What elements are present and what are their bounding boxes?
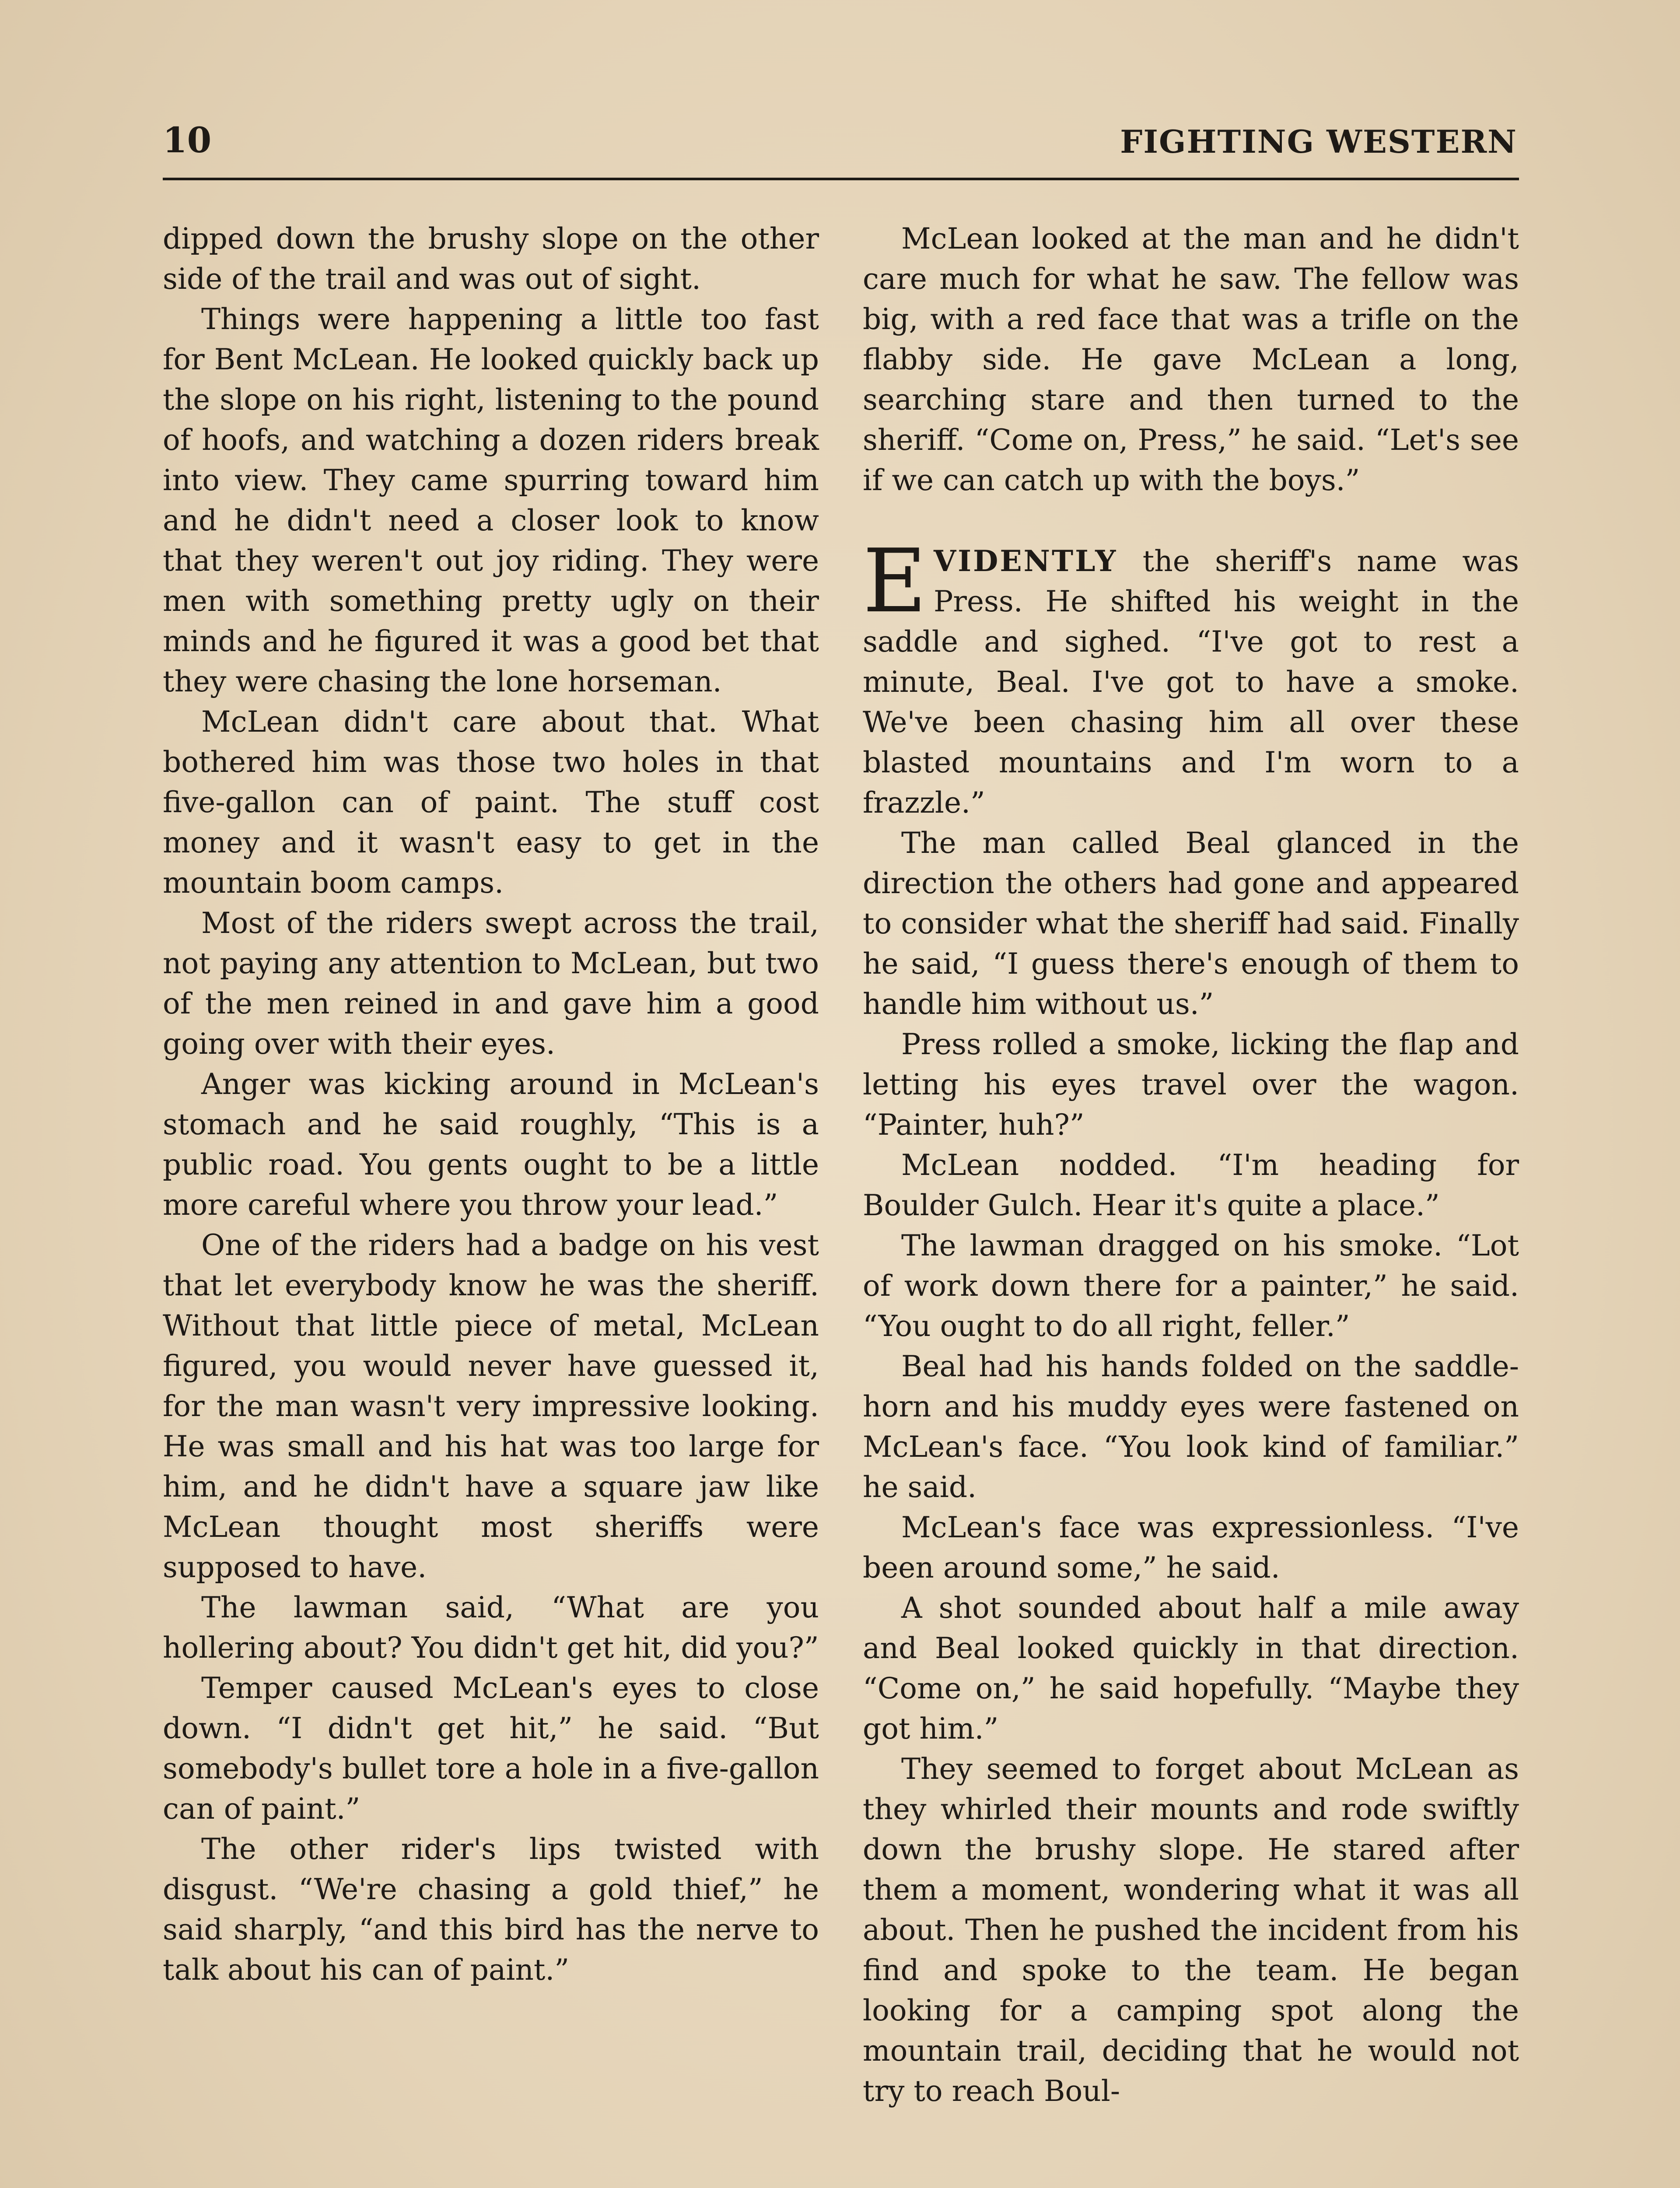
paragraph: Press rolled a smoke, licking the flap and letting his eyes travel over the wagon. “Painter, huh?” [863,1027,1519,1142]
paragraph: Temper caused McLean's eyes to close down. “I didn't get hit,” he said. “But somebody's bullet tore a hole in a five-gallon can of paint.” [163,1671,819,1826]
page-number: 10 [163,119,212,161]
section-lead-smallcaps: VIDENTLY [934,544,1118,578]
paragraph: They seemed to forget about McLean as they whirled their mounts and rode swiftly down the brushy slope. He stared after them a moment, wondering what it was all about. Then he pushed the incident from his find and spoke to the team. He began looking for a camping spot along the mountain trail, deciding that he would not try to reach Boul- [863,1752,1519,2108]
paragraph: A shot sounded about half a mile away and Beal looked quickly in that direction. “Come on,” he said hopefully. “Maybe they got him.” [863,1591,1519,1746]
right-column [863,219,1519,2111]
paragraph: The lawman said, “What are you hollering about? You didn't get hit, did you?” [163,1591,819,1665]
paragraph: McLean didn't care about that. What bothered him was those two holes in that five-gallon can of paint. The stuff cost money and it wasn't easy to get in the mountain boom camps. [163,705,819,900]
paragraph: The lawman dragged on his smoke. “Lot of work down there for a painter,” he said. “You ought to do all right, feller.” [863,1229,1519,1343]
left-column [163,219,819,1990]
paragraph: Most of the riders swept across the trail, not paying any attention to McLean, but two of the men reined in and gave him a good going over with their eyes. [163,906,819,1061]
paragraph: McLean's face was expressionless. “I've been around some,” he said. [863,1511,1519,1585]
paragraph: The man called Beal glanced in the direction the others had gone and appeared to consider what the sheriff had said. Finally he said, “I guess there's enough of them to handle him without us.” [863,826,1519,1021]
paragraph: Anger was kicking around in McLean's stomach and he said roughly, “This is a public road. You gents ought to be a little more careful where you throw your lead.” [163,1067,819,1222]
paragraph: McLean looked at the man and he didn't care much for what he saw. The fellow was big, with a red face that was a trifle on the flabby side. He gave McLean a long, searching stare and then turned to the sheriff. “Come on, Press,” he said. “Let's see if we can catch up with the boys.” [863,222,1519,497]
section-text: the sheriff's name was Press. He shifted his weight in the saddle and sighed. “I've got to rest a minute, Beal. I've got to have a smoke. We've been chasing him all over these blasted mountains and I'm worn to a frazzle.” [863,544,1519,820]
running-title: FIGHTING WESTERN [1120,123,1517,160]
paragraph: Beal had his hands folded on the saddle-horn and his muddy eyes were fastened on McLean's face. “You look kind of familiar.” he said. [863,1350,1519,1504]
header-rule [163,178,1519,180]
paragraph: The other rider's lips twisted with disgust. “We're chasing a gold thief,” he said sharply, “and this bird has the nerve to talk about his can of paint.” [163,1832,819,1987]
paragraph: One of the riders had a badge on his vest that let everybody know he was the sheriff. Without that little piece of metal, McLean figured, you would never have guessed it, for the man wasn't very impressive looking. He was small and his hat was too large for him, and he didn't have a square jaw like McLean thought most sheriffs were supposed to have. [163,1228,819,1584]
paragraph: dipped down the brushy slope on the other side of the trail and was out of sight. [163,222,819,296]
section-break-paragraph [863,530,1519,823]
paragraph: Things were happening a little too fast for Bent McLean. He looked quickly back up the slope on his right, listening to the pound of hoofs, and watching a dozen riders break into view. They came spurring toward him and he didn't need a closer look to know that they weren't out joy riding. They were men with something pretty ugly on their minds and he figured it was a good bet that they were chasing the lone horseman. [163,302,819,698]
drop-cap: E [863,530,927,632]
paragraph: McLean nodded. “I'm heading for Boulder Gulch. Hear it's quite a place.” [863,1148,1519,1222]
